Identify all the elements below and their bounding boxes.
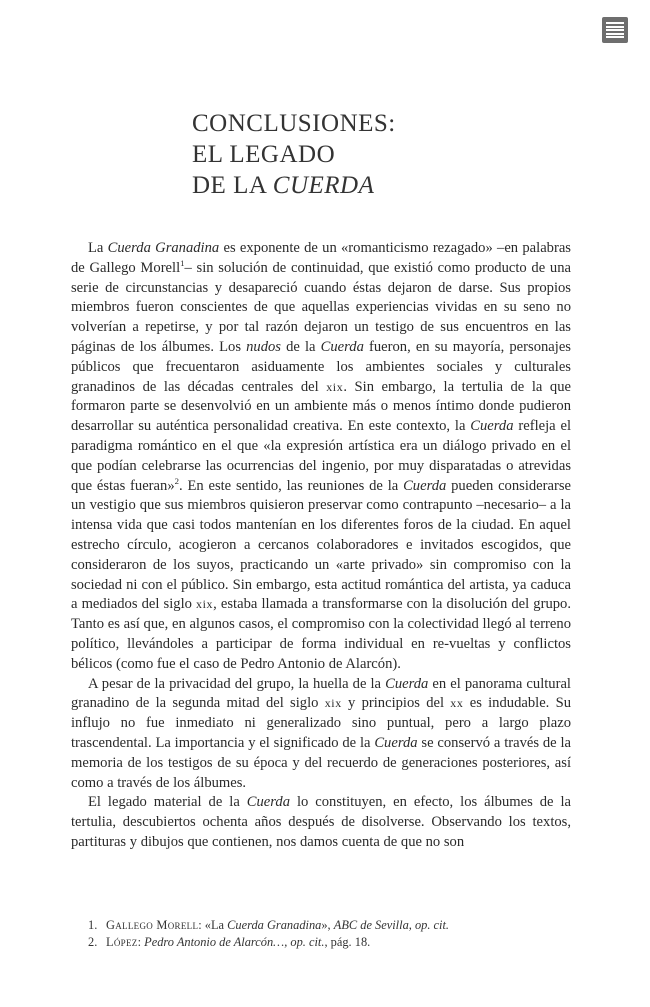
menu-bar	[606, 33, 624, 35]
menu-bar	[606, 22, 624, 24]
footnote-ref-2[interactable]: 2	[174, 475, 179, 486]
menu-bar	[606, 29, 624, 31]
paragraph-3: El legado material de la Cuerda lo constituyen, en efecto, los álbumes de la tertulia, descubiertos ochenta años después de disolverse. Observando los textos, partituras y dibujos que contienen, nos damos cuenta de que no son	[71, 794, 571, 850]
menu-bar	[606, 36, 624, 38]
menu-bar	[606, 26, 624, 28]
list-menu-icon[interactable]	[602, 17, 628, 43]
footnote-2: 2. López: Pedro Antonio de Alarcón…, op. cit., pág. 18.	[88, 934, 371, 949]
paragraph-1: La Cuerda Granadina es exponente de un «romanticismo rezagado» –en palabras de Gallego Morell$^1$– sin solución de continuidad, que existió como producto de una serie de circunstancias y desapareció cuando éstas dejaron de darse. Sus propios miembros fueron conscientes de que aquellas experiencias vividas en su seno no volverían a repetirse, y por tal razón dejaron un testigo de sus encuentros en las páginas de los álbumes. Los nudos de la Cuerda fueron, en su mayoría, personajes públicos que frecuentaron asiduamente los ambientes sociales y culturales granadinos de las décadas centrales del xix. Sin embargo, la tertulia de la que formaron parte se desenvolvió en un ambiente más o menos íntimo donde pudieron desarrollar su auténtica personalidad creativa. En este contexto, la Cuerda refleja el paradigma romántico en el que «la expresión artística era un diálogo privado en el que podían celebrarse las ocurrencias del ingenio, por muy disparatadas o atrevidas que éstas fueran»$^2$. En este sentido, las reuniones de la Cuerda pueden considerarse un vestigio que sus miembros quisieron preservar como contrapunto –necesario– a la intensa vida que casi todos mantenían en los diferentes foros de la ciudad. En aquel estrecho círculo, acogieron a cercanos colaboradores e invitados escogidos, que consideraron de los suyos, practicando un «arte privado» sin compromiso con la sociedad ni con el público. Sin embargo, esta actitud romántica del artista, ya caduca a mediados del siglo xix, estaba llamada a transformarse con la disolución del grupo. Tanto es así que, en algunos casos, el compromiso con la colectividad llegó al terreno político, llevándoles a participar de forma individual en re-vueltas y conflictos bélicos (como fue el caso de Pedro Antonio de Alarcón).	[71, 240, 571, 672]
body-text	[71, 239, 571, 853]
title-line-3: DE LA CUERDA	[192, 172, 375, 199]
footnotes	[88, 917, 568, 950]
title-line-2: EL LEGADO	[192, 141, 336, 168]
paragraph-2: A pesar de la privacidad del grupo, la huella de la Cuerda en el panorama cultural granadino de la segunda mitad del siglo xix y principios del xx es indudable. Su influjo no fue inmediato ni generalizado sino puntual, pero a largo plazo trascendental. La importancia y el significado de la Cuerda se conservó a través de la memoria de los testigos de su época y del recuerdo de generaciones posteriores, así como a través de los álbumes.	[71, 675, 572, 791]
chapter-title	[192, 108, 396, 201]
footnote-1: 1. Gallego Morell: «La Cuerda Granadina», ABC de Sevilla, op. cit.	[88, 918, 450, 932]
footnote-ref-1[interactable]: 1	[180, 257, 185, 268]
title-line-1: CONCLUSIONES:	[192, 110, 396, 137]
